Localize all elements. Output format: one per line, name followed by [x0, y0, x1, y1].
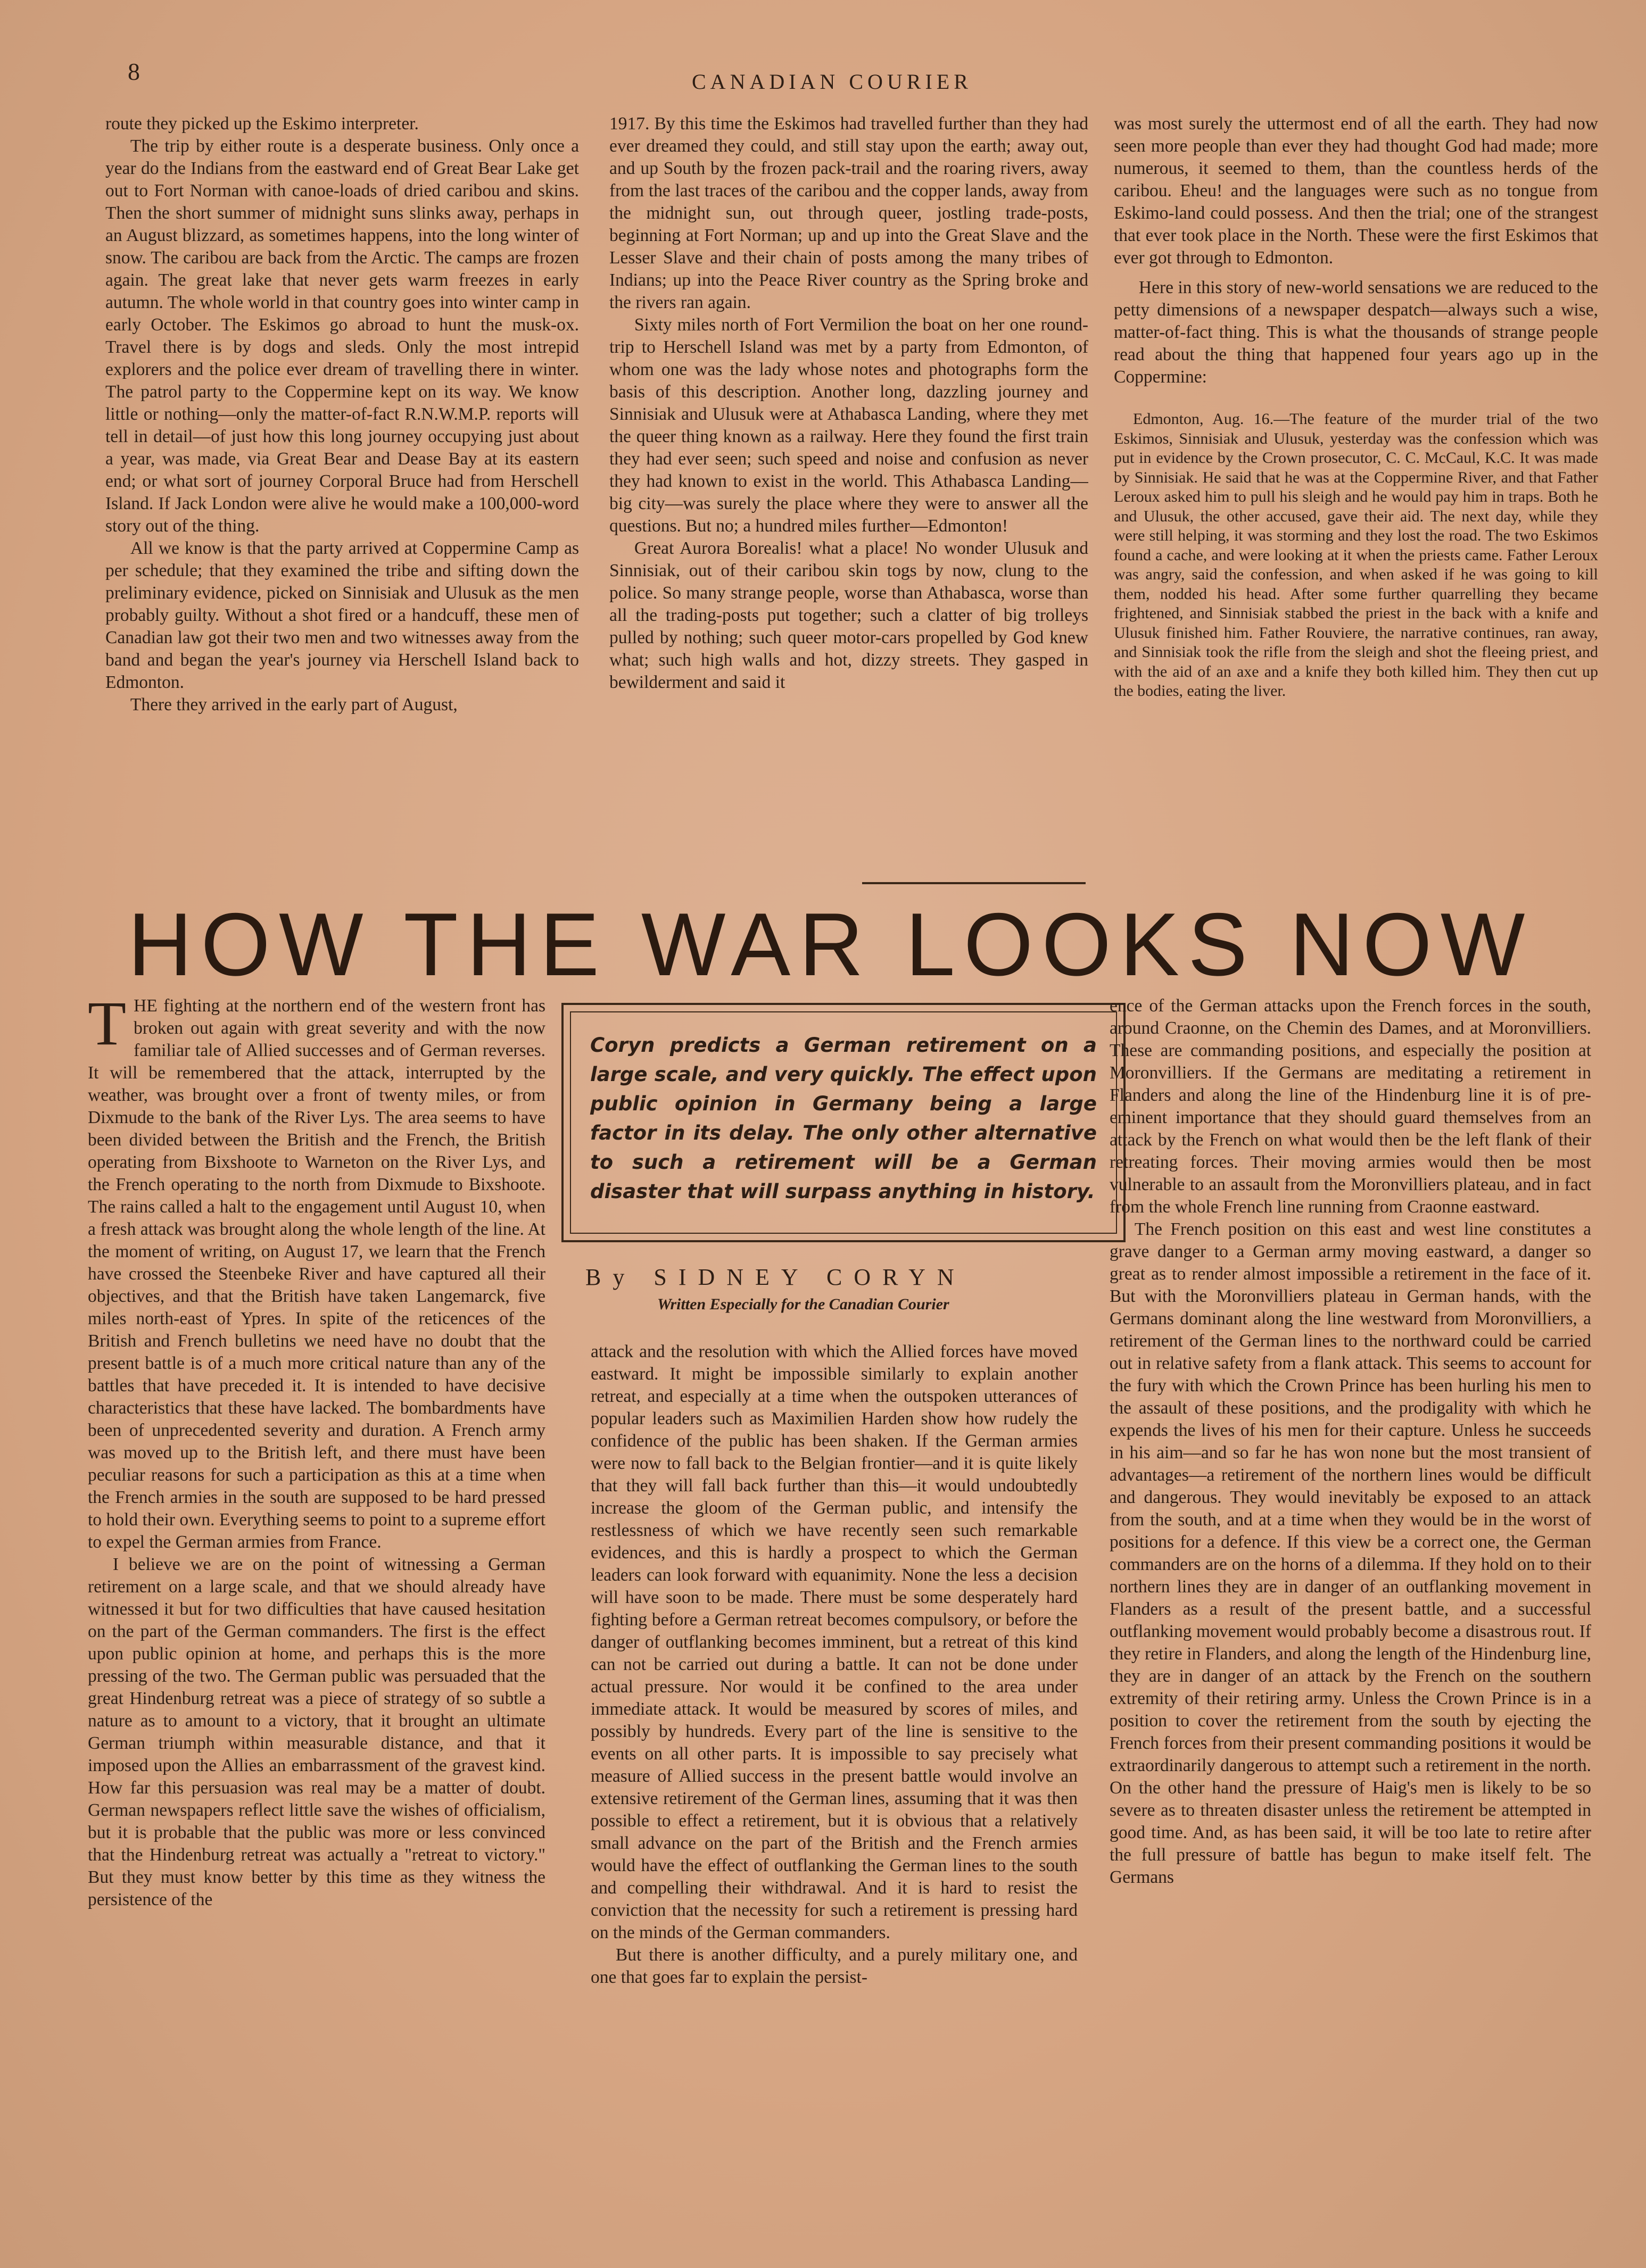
byline: By SIDNEY CORYN — [585, 1264, 966, 1290]
byline-note: Written Especially for the Canadian Courier — [657, 1295, 949, 1313]
top-story-column-3 — [1114, 113, 1598, 868]
paragraph: Great Aurora Borealis! what a place! No wonder Ulusuk and Sinnisiak, out of their caribou skin togs by now, clung to the police. So many strange people, worse than Athabasca, worse than all the trading-posts put together; such a clatter of big trolleys pulled by nothing; such queer motor-cars propelled by God knew what; such high walls and hot, dizzy streets. They gasped in bewilderment and said it — [609, 538, 1088, 692]
running-title: CANADIAN COURIER — [692, 70, 972, 94]
paragraph: was most surely the uttermost end of all the earth. They had now seen more people than ever they had thought God had made; more numerous, it seemed to them, than the countless herds of the caribou. Eheu! and the languages were such as no tongue from Eskimo-land could possess. And then the trial; one of the strangest that ever took place in the North. These were the first Eskimos that ever got through to Edmonton. — [1114, 114, 1598, 268]
newspaper-despatch-quote — [1114, 410, 1598, 701]
lead-text: HE fighting at the northern end of the western front has broken out again with great severity and with the now familiar tale of Allied successes and of German reverses. It will be remembered that the attack, interrupted by the weather, was brought over a front of twenty miles, or from Dixmude to the bank of the River Lys. The area seems to have been divided between the British and the French, the British operating from Bixshoote to Warneton on the River Lys, and the French operating to the north from Dixmude to Bixshoote. The rains called a halt to the engagement until August 10, when a fresh attack was brought along the whole length of the line. At the moment of writing, on August 17, we learn that the French have crossed the Steenbeke River and have captured all their objectives, and that the British have taken Langemarck, five miles north-east of Ypres. In spite of the reticences of the British and French bulletins we need have no doubt that the present battle is of a much more critical nature than any of the battles that have preceded it. It is intended to have decisive characteristics that these have lacked. The bombardments have been of unprecedented severity and duration. A French army was moved up to the British left, and there must have been peculiar reasons for such a participation as this at a time when the French armies in the south are supposed to be hard pressed to hold their own. Everything seems to point to a supreme effort to expel the German armies from France. — [88, 996, 545, 1552]
war-story-column-1 — [88, 995, 545, 2229]
teaser-box — [561, 1003, 1126, 1242]
paragraph: route they picked up the Eskimo interpreter. — [105, 114, 419, 134]
paragraph: But there is another difficulty, and a purely military one, and one that goes far to explain the persist- — [591, 1945, 1078, 1987]
paragraph: attack and the resolution with which the Allied forces have moved eastward. It might be impossible similarly to explain another retreat, and especially at a time when the outspoken utterances of popular leaders such as Maximilien Harden show how rudely the confidence of the public has been shaken. If the German armies were now to fall back to the Belgian frontier—and it is quite likely that they will fall back further than this—it would undoubtedly increase the gloom of the German public, and intensify the restlessness of which we have recently seen such remarkable evidences, and this is hardly a prospect to which the German leaders can look forward with equanimity. None the less a decision will have soon to be made. There must be some desperately hard fighting before a German retreat becomes compulsory, or before the danger of outflanking becomes imminent, but a retreat of this kind can not be carried out during a battle. It can not be done under actual pressure. Nor would it be confined to the area under immediate attack. It would be measured by scores of miles, and possibly by hundreds. Every part of the line is sensitive to the events on all other parts. It is impossible to say precisely what measure of Allied success in the present battle would involve an extensive retirement of the German lines, assuming that it was then possible to effect a retirement, but it is obvious that a relatively small advance on the part of the British and the French armies would have the effect of outflanking the German lines to the south and compelling their withdrawal. And it is hard to resist the conviction that the necessity for such a retirement is pressing hard on the minds of the German commanders. — [591, 1342, 1078, 1942]
paragraph: Sixty miles north of Fort Vermilion the boat on her one round-trip to Herschell Island was met by a party from Edmonton, of whom one was the lady whose notes and photographs form the basis of this description. Another long, dazzling journey and Sinnisiak and Ulusuk were at Athabasca Landing, where they met the queer thing known as a railway. Here they found the first train they had ever seen; such speed and noise and confusion as never they had known to exist in the world. This Athabasca Landing—big city—was surely the place where they were to answer all the questions. But no; a hundred miles further—Edmonton! — [609, 315, 1088, 536]
war-story-column-3 — [1110, 995, 1591, 2229]
section-divider — [862, 882, 1086, 884]
quote-text: Edmonton, Aug. 16.—The feature of the murder trial of the two Eskimos, Sinnisiak and Ulusuk, yesterday was the confession which was put in evidence by the Crown prosecutor, C. C. McCaul, K.C. It was made by Sinnisiak. He said that he was at the Coppermine River, and that Father Leroux asked him to pull his sleigh and he would pay him in traps. Both he and Ulusuk, the other accused, gave their aid. The next day, while they were still helping, it was storming and they lost the road. The two Eskimos found a cache, and were looking at it when the priests came. Father Leroux was angry, said the confession, and when asked if he was going to kill them, nodded his head. After some further quarrelling they became frightened, and Sinnisiak stabbed the priest in the back with a knife and Ulusuk finished him. Father Rouviere, the narrative continues, ran away, and Sinnisiak took the rifle from the sleigh and shot the fleeing priest, and with the aid of an axe and a knife they both killed him. They then cut up the bodies, eating the liver. — [1114, 410, 1598, 700]
paragraph: There they arrived in the early part of August, — [130, 695, 458, 715]
paragraph: Here in this story of new-world sensations we are reduced to the petty dimensions of a newspaper despatch—always such a wise, matter-of-fact thing. This is what the thousands of strange people read about the thing that happened four years ago up in the Coppermine: — [1114, 278, 1598, 387]
lead-paragraph — [88, 995, 545, 1553]
drop-cap: T — [88, 995, 127, 1058]
paragraph: 1917. By this time the Eskimos had travelled further than they had ever dreamed they could, and still stay upon the earth; away out, and up South by the frozen pack-trail and the roaring rivers, away from the last traces of the caribou and the copper lands, away from the midnight sun, out through queer, jostling trade-posts, beginning at Fort Norman; up and up into the Great Slave and the Lesser Slave and their chain of posts among the many tribes of Indians; up into the Peace River country as the Spring broke and the rivers ran again. — [609, 114, 1088, 312]
paragraph: The trip by either route is a desperate business. Only once a year do the Indians from the eastward end of Great Bear Lake get out to Fort Norman with canoe-loads of dried caribou and skins. Then the short summer of midnight suns slinks away, perhaps in an August blizzard, as sometimes happens, into the long winter of snow. The caribou are back from the Arctic. The camps are frozen again. The great lake that never gets warm freezes in early autumn. The whole world in that country goes into winter camp in early October. The Eskimos go abroad to hunt the musk-ox. Travel there is by dogs and sleds. Only the most intrepid explorers and the police ever dream of travelling there in winter. The patrol party to the Coppermine kept on its way. We know little or nothing—only the matter-of-fact R.N.W.M.P. reports will tell in detail—of just how this long journey occupying just about a year, was made, via Great Bear and Dease Bay at its eastern end; or what sort of journey Corporal Bruce had from Herschell Island. If Jack London were alive he would make a 100,000-word story out of the thing. — [105, 136, 579, 536]
teaser-text: Coryn predicts a German retirement on a large scale, and very quickly. The effect upon public opinion in Germany being a large factor in its delay. The only other alternative to such a retirement will be a German disaster that will surpass anything in history. — [570, 1011, 1117, 1234]
top-story-column-2 — [609, 113, 1088, 868]
paragraph: I believe we are on the point of witnessing a German retirement on a large scale, and that we should already have witnessed it but for two difficulties that have caused hesitation on the part of the German commanders. The first is the effect upon public opinion at home, and perhaps this is the more pressing of the two. The German public was persuaded that the great Hindenburg retreat was a piece of strategy of so subtle a nature as to amount to a victory, that it brought an ultimate German triumph within measurable distance, and that it imposed upon the Allies an embarrassment of the gravest kind. How far this persuasion was real may be a matter of doubt. German newspapers reflect little save the wishes of officialism, but it is probable that the public was more or less convinced that the Hindenburg retreat was actually a "retreat to victory." But they must know better by this time as they witness the persistence of the — [88, 1555, 545, 1909]
paragraph: The French position on this east and west line constitutes a grave danger to a German army moving eastward, a danger so great as to render almost impossible a retirement in the face of it. But with the Moronvilliers plateau in German hands, with the Germans dominant along the line westward from Moronvilliers, a retirement of the German lines to the northward could be carried out in relative safety from a flank attack. This seems to account for the fury with which the Crown Prince has been hurling his men to the assault of these positions, and the prodigality with which he expends the lives of his men for their capture. Unless he succeeds in his aim—and so far he has won none but the most transient of advantages—a retirement of the northern lines would be difficult and dangerous. They would inevitably be exposed to an attack from the south, and at a time when they would be in the worst of positions for a defence. If this view be a correct one, the German commanders are on the horns of a dilemma. If they hold on to their northern lines they are in danger of an outflanking movement in Flanders as a result of the present battle, and a successful outflanking movement would probably become a disastrous rout. If they retire in Flanders, and along the length of the Hindenburg line, they are in danger of an attack by the French on the southern extremity of their retiring army. Unless the Crown Prince is in a position to cover the retirement from the south by ejecting the French forces from their present commanding positions it would be extraordinarily dangerous to attempt such a retirement in the north. On the other hand the pressure of Haig's men is likely to be so severe as to threaten disaster unless the retirement be attempted in good time. And, as has been said, it will be too late to retire after the full pressure of battle has begun to make itself felt. The Germans — [1110, 1219, 1591, 1887]
top-story-column-1 — [105, 113, 579, 868]
headline: HOW THE WAR LOOKS NOW — [128, 894, 1534, 994]
paragraph: All we know is that the party arrived at Coppermine Camp as per schedule; that they examined the tribe and sifting down the preliminary evidence, picked on Sinnisiak and Ulusuk as the men probably guilty. Without a shot fired or a handcuff, these men of Canadian law got their two men and two witnesses away from the band and began the year's journey via Herschell Island back to Edmonton. — [105, 538, 579, 692]
war-story-column-2 — [591, 1341, 1078, 2229]
paragraph: ence of the German attacks upon the French forces in the south, around Craonne, on the Chemin des Dames, and at Moronvilliers. These are commanding positions, and especially the position at Moronvilliers. If the Germans are meditating a retirement in Flanders and along the line of the Hindenburg line it is of pre-eminent importance that they should guard themselves from an attack by the French on what would then be the left flank of their retreating forces. Their moving armies would then be most vulnerable to an assault from the Moronvilliers plateau, and in fact from the whole French line running from Craonne eastward. — [1110, 996, 1591, 1217]
page-number: 8 — [128, 58, 140, 85]
